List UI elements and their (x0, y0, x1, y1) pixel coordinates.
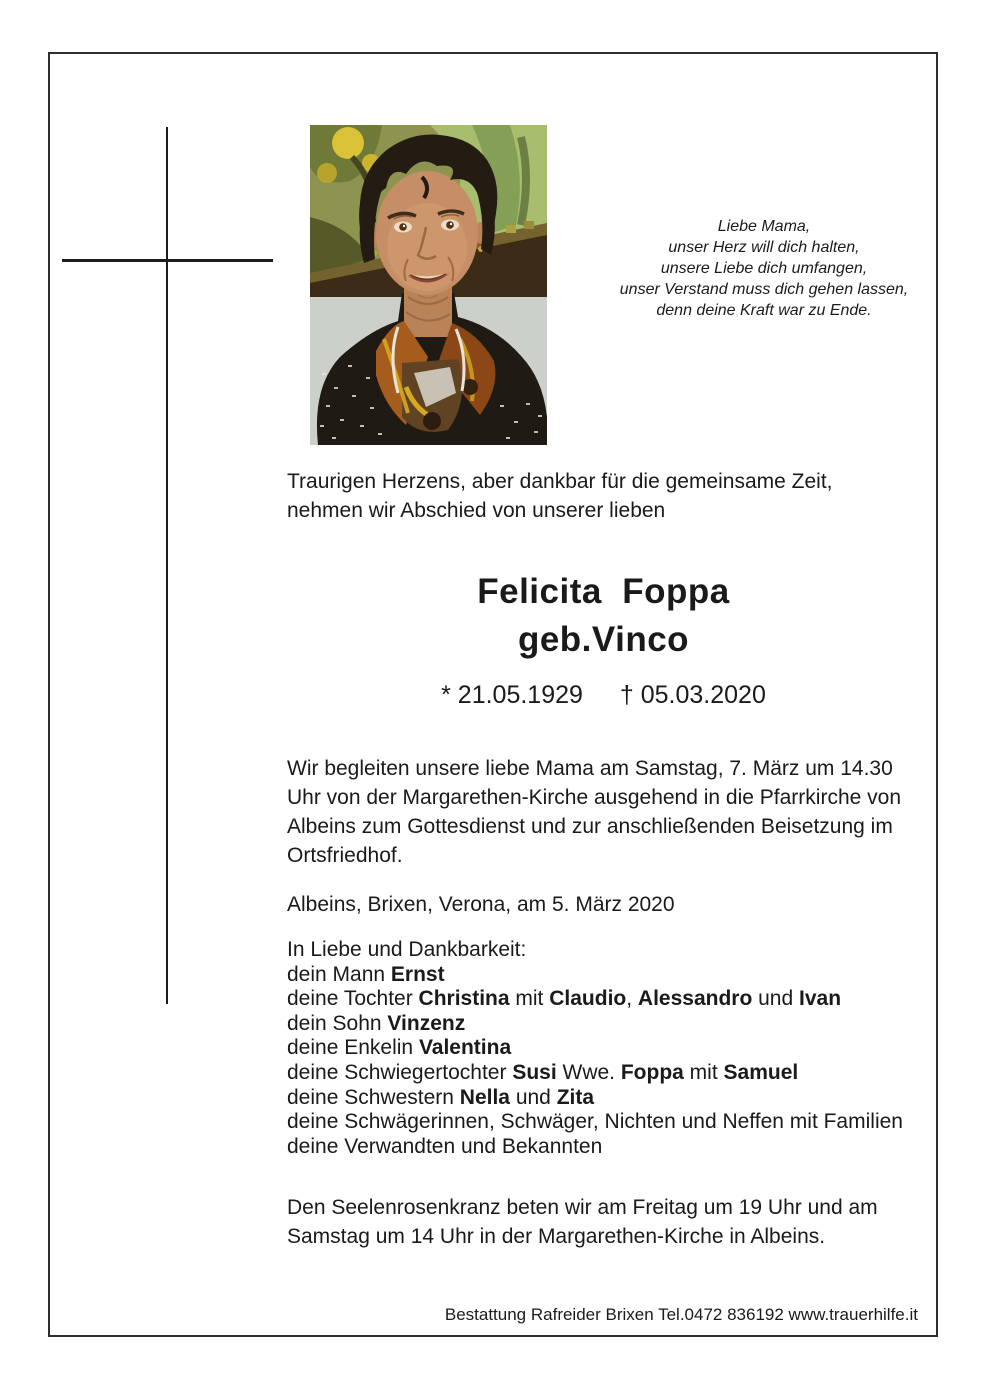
text-line: Wir begleiten unsere liebe Mama am Samstag, 7. März um 14.30 (287, 757, 893, 780)
cross-horizontal-bar (62, 259, 273, 262)
mourner-line: deine Tochter Christina mit Claudio, Alessandro und Ivan (287, 987, 842, 1011)
deceased-name-block (287, 568, 920, 664)
text-line: denn deine Kraft war zu Ende. (656, 302, 872, 319)
mourner-line: dein Mann Ernst (287, 962, 445, 986)
text-line: Uhr von der Margarethen-Kirche ausgehend in die Pfarrkirche von (287, 786, 901, 809)
mourners-list (287, 963, 903, 1160)
place-dateline: Albeins, Brixen, Verona, am 5. März 2020 (287, 893, 675, 916)
maiden-name: geb.Vinco (517, 620, 690, 659)
text-line: Albeins zum Gottesdienst und zur anschließenden Beisetzung im (287, 815, 893, 838)
mourner-line: dein Sohn Vinzenz (287, 1011, 466, 1035)
text-line: unser Verstand muss dich gehen lassen, (619, 281, 909, 298)
mourner-line: deine Schwägerinnen, Schwäger, Nichten und Neffen mit Familien (287, 1110, 903, 1134)
text-line: unsere Liebe dich umfangen, (660, 260, 868, 277)
text-line: Den Seelenrosenkranz beten wir am Freitag um 19 Uhr und am (287, 1196, 878, 1219)
mourner-line: deine Schwestern Nella und Zita (287, 1085, 595, 1109)
deceased-name: Felicita Foppa (477, 572, 730, 611)
intro-text (287, 467, 833, 525)
text-line: nehmen wir Abschied von unserer lieben (287, 499, 666, 522)
mourner-line: deine Enkelin Valentina (287, 1036, 512, 1060)
mourners-section (287, 938, 903, 1159)
birth-date: * 21.05.1929 (441, 681, 583, 709)
text-line: unser Herz will dich halten, (668, 239, 860, 256)
mourners-heading: In Liebe und Dankbarkeit: (287, 938, 527, 961)
text-line: Traurigen Herzens, aber dankbar für die gemeinsame Zeit, (287, 470, 833, 493)
portrait-photo (310, 125, 547, 445)
rosary-announcement (287, 1193, 878, 1251)
text-line: Liebe Mama, (717, 218, 811, 235)
funeral-home-footer: Bestattung Rafreider Brixen Tel.0472 836192 www.trauerhilfe.it (444, 1305, 918, 1324)
mourner-line: deine Schwiegertochter Susi Wwe. Foppa mit Samuel (287, 1060, 799, 1084)
text-line: Samstag um 14 Uhr in der Margarethen-Kirche in Albeins. (287, 1225, 826, 1248)
text-line: Ortsfriedhof. (287, 844, 403, 867)
mourner-line: deine Verwandten und Bekannten (287, 1134, 603, 1158)
death-date: † 05.03.2020 (619, 681, 766, 709)
memorial-poem (584, 216, 944, 321)
funeral-announcement (287, 754, 901, 870)
life-dates (287, 680, 920, 710)
